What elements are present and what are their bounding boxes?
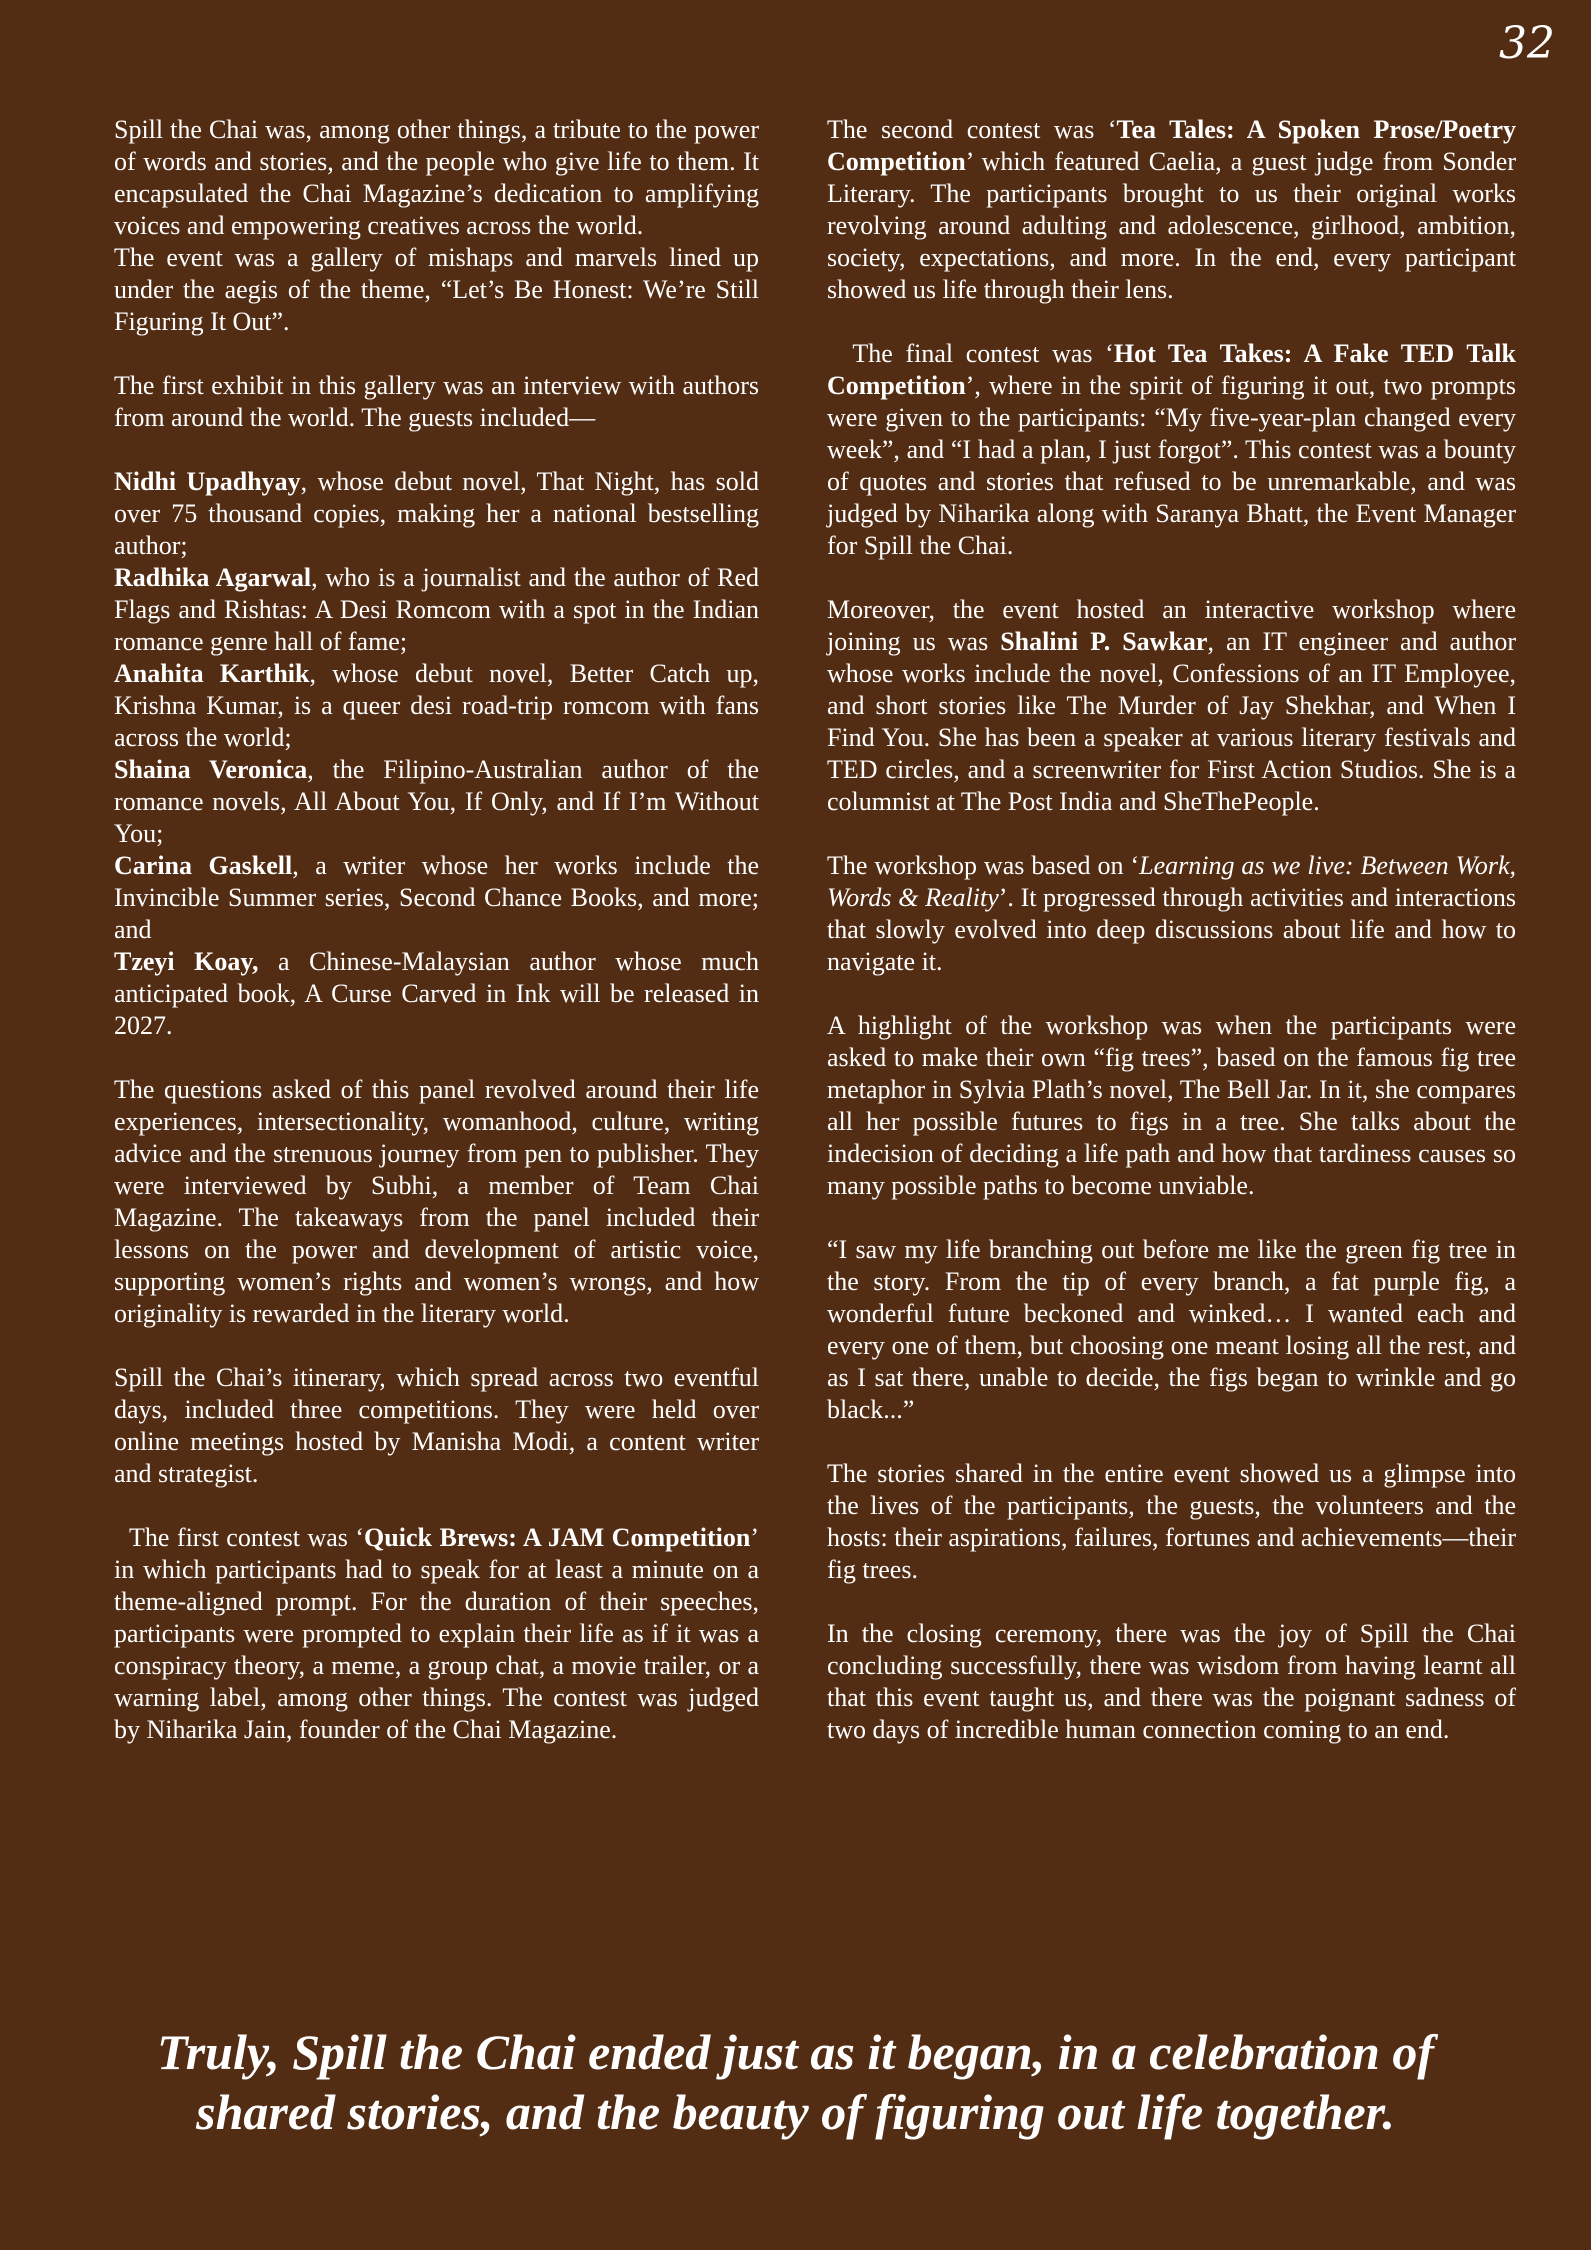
workshop-speaker: Shalini P. Sawkar [1000, 627, 1208, 656]
contest1-paragraph [114, 1522, 759, 1746]
contest3-intro: The final contest was ‘ [852, 339, 1114, 368]
workshop-intro: Moreover, the event hosted an interactive workshop where joining us was [827, 595, 1516, 656]
left-column [114, 114, 759, 1746]
questions-paragraph: The questions asked of this panel revolved around their life experiences, intersectionality, womanhood, culture, writing advice and the strenuous journey from pen to publisher. They were interviewed by Subhi, a member of Team Chai Magazine. The takeaways from the panel included their lessons on the power and development of artistic voice, supporting women’s rights and women’s wrongs, and how originality is rewarded in the literary world. [114, 1075, 759, 1328]
closing-line: shared stories, and the beauty of figuring out life together. [196, 2084, 1395, 2140]
guest-entry [114, 754, 759, 850]
contest3-description: ’, where in the spirit of figuring it out, two prompts were given to the participants: “My five-year-plan changed every week”, and “I had a plan, I just forgot”. This contest was a bounty of quotes and stories that refused to be unremarkable, and was judged by Niharika along with Saranya Bhatt, the Event Manager for Spill the Chai. [827, 371, 1516, 560]
guest-entry [114, 850, 759, 946]
guest-name: Tzeyi Koay, [114, 947, 259, 976]
contest1-intro: The first contest was ‘ [129, 1523, 365, 1552]
guest-name: Shaina Veronica [114, 755, 308, 784]
closing-ceremony-paragraph: In the closing ceremony, there was the joy of Spill the Chai concluding successfully, there was wisdom from having learnt all that this event taught us, and there was the poignant sadness of two days of incredible human connection coming to an end. [827, 1619, 1516, 1744]
guest-description: , whose debut novel, That Night, has sold over 75 thousand copies, making her a national bestselling author; [114, 467, 759, 560]
quote-paragraph: “I saw my life branching out before me like the green fig tree in the story. From the tip of every branch, a fat purple fig, a wonderful future beckoned and winked… I wanted each and every one of them, but choosing one meant losing all the rest, and as I sat there, unable to decide, the figs began to wrinkle and go black...” [827, 1235, 1516, 1424]
guest-name: Radhika Agarwal [114, 563, 312, 592]
guest-description: , a writer whose her works include the Invincible Summer series, Second Chance Books, and more; and [114, 851, 759, 944]
contest2-paragraph [827, 114, 1516, 306]
theme-description: ’. It progressed through activities and interactions that slowly evolved into deep discussions about life and how to navigate it. [827, 883, 1516, 976]
guest-description: , whose debut novel, Better Catch up, Krishna Kumar, is a queer desi road-trip romcom with fans across the world; [114, 659, 759, 752]
intro-paragraph: Spill the Chai was, among other things, a tribute to the power of words and stories, and the people who give life to them. It encapsulated the Chai Magazine’s dedication to amplifying voices and empowering creatives across the world. [114, 115, 759, 240]
contest2-description: ’ which featured Caelia, a guest judge from Sonder Literary. The participants brought to us their original works revolving around adulting and adolescence, girlhood, ambition, society, expectations, and more. In the end, every participant showed us life through their lens. [827, 147, 1516, 304]
exhibit-paragraph: The first exhibit in this gallery was an interview with authors from around the world. The guests included— [114, 371, 759, 432]
intro-theme-paragraph: The event was a gallery of mishaps and marvels lined up under the aegis of the theme, “Let’s Be Honest: We’re Still Figuring It Out”. [114, 243, 759, 336]
workshop-description: , an IT engineer and author whose works include the novel, Confessions of an IT Employee, and short stories like The Murder of Jay Shekhar, and When I Find You. She has been a speaker at various literary festivals and TED circles, and a screenwriter for First Action Studios. She is a columnist at The Post India and SheThePeople. [827, 627, 1516, 816]
workshop-theme: Learning as we live: Between Work, Words & Reality [827, 851, 1517, 912]
contest3-paragraph [827, 338, 1516, 562]
contest1-name: Quick Brews: A JAM Competition [364, 1523, 751, 1552]
guest-description: , the Filipino-Australian author of the romance novels, All About You, If Only, and If I’m Without You; [114, 755, 759, 848]
guest-name: Nidhi Upadhyay [114, 467, 301, 496]
guest-entry [114, 466, 759, 562]
itinerary-paragraph: Spill the Chai’s itinerary, which spread across two eventful days, included three competitions. They were held over online meetings hosted by Manisha Modi, a content writer and strategist. [114, 1363, 759, 1488]
theme-intro: The workshop was based on ‘ [827, 851, 1140, 880]
contest3-name: Hot Tea Takes: A Fake TED Talk Competition [827, 339, 1516, 400]
guest-description: a Chinese-Malaysian author whose much anticipated book, A Curse Carved in Ink will be released in 2027. [114, 947, 759, 1040]
guest-name: Anahita Karthik [114, 659, 310, 688]
stories-paragraph: The stories shared in the entire event showed us a glimpse into the lives of the participants, the guests, the volunteers and the hosts: their aspirations, failures, fortunes and achievements—their fig trees. [827, 1459, 1516, 1584]
closing-line: Truly, Spill the Chai ended just as it began, in a celebration of [157, 2024, 1434, 2080]
contest2-intro: The second contest was ‘ [827, 115, 1117, 144]
page-number: 32 [1499, 18, 1555, 69]
right-column [827, 114, 1516, 1746]
closing-statement [60, 2022, 1531, 2142]
guest-description: , who is a journalist and the author of Red Flags and Rishtas: A Desi Romcom with a spot in the Indian romance genre hall of fame; [114, 563, 759, 656]
highlight-paragraph: A highlight of the workshop was when the participants were asked to make their own “fig trees”, based on the famous fig tree metaphor in Sylvia Plath’s novel, The Bell Jar. In it, she compares all her possible futures to figs in a tree. She talks about the indecision of deciding a life path and how that tardiness causes so many possible paths to become unviable. [827, 1011, 1516, 1200]
guest-entry [114, 562, 759, 658]
contest1-description: ’ in which participants had to speak for at least a minute on a theme-aligned prompt. For the duration of their speeches, participants were prompted to explain their life as if it was a conspiracy theory, a meme, a group chat, a movie trailer, or a warning label, among other things. The contest was judged by Niharika Jain, founder of the Chai Magazine. [114, 1523, 760, 1744]
workshop-paragraph [827, 594, 1516, 818]
guest-entry [114, 946, 759, 1042]
guest-name: Carina Gaskell [114, 851, 293, 880]
guest-entry [114, 658, 759, 754]
workshop-theme-paragraph [827, 850, 1516, 978]
contest2-name: Tea Tales: A Spoken Prose/Poetry Competition [827, 115, 1516, 176]
